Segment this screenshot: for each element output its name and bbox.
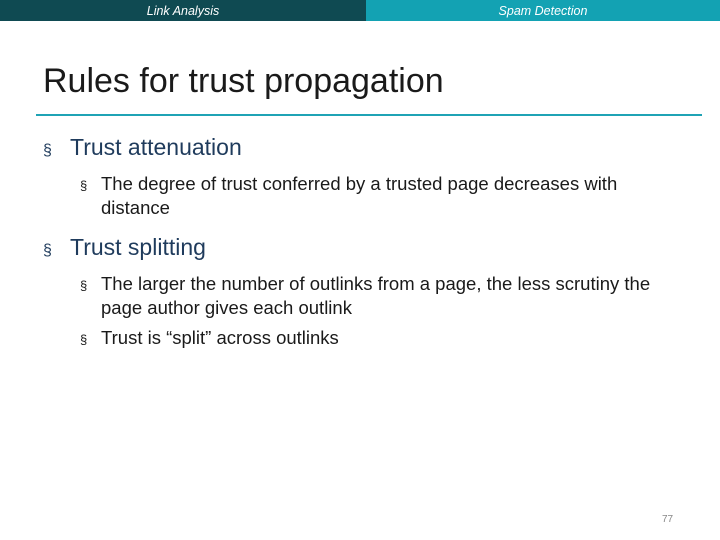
header-bar [0,0,720,21]
sub-bullet-outlinks-scrutiny [80,272,680,320]
sub-bullet-degree-of-trust [80,172,680,220]
bullet-text: Trust splitting [70,234,206,260]
slide-title: Rules for trust propagation [43,62,444,100]
sub-bullet-text: The degree of trust conferred by a trusted page decreases with distance [101,173,618,218]
sub-bullet-icon: § [80,178,88,193]
bullet-icon: § [43,142,52,159]
sub-bullet-icon: § [80,278,88,293]
sub-bullet-text: Trust is “split” across outlinks [101,327,339,348]
title-divider [36,114,702,116]
bullet-trust-attenuation [43,132,683,166]
bullet-trust-splitting [43,232,683,266]
sub-bullet-icon: § [80,332,88,347]
header-section-spam-detection: Spam Detection [366,0,720,21]
page-number: 77 [662,514,674,525]
bullet-text: Trust attenuation [70,134,242,160]
header-section-link-analysis: Link Analysis [0,0,366,21]
bullet-icon: § [43,242,52,259]
sub-bullet-trust-split [80,326,680,352]
slide-content [43,132,683,352]
sub-bullet-text: The larger the number of outlinks from a page, the less scrutiny the page author gives each outlink [101,273,651,318]
